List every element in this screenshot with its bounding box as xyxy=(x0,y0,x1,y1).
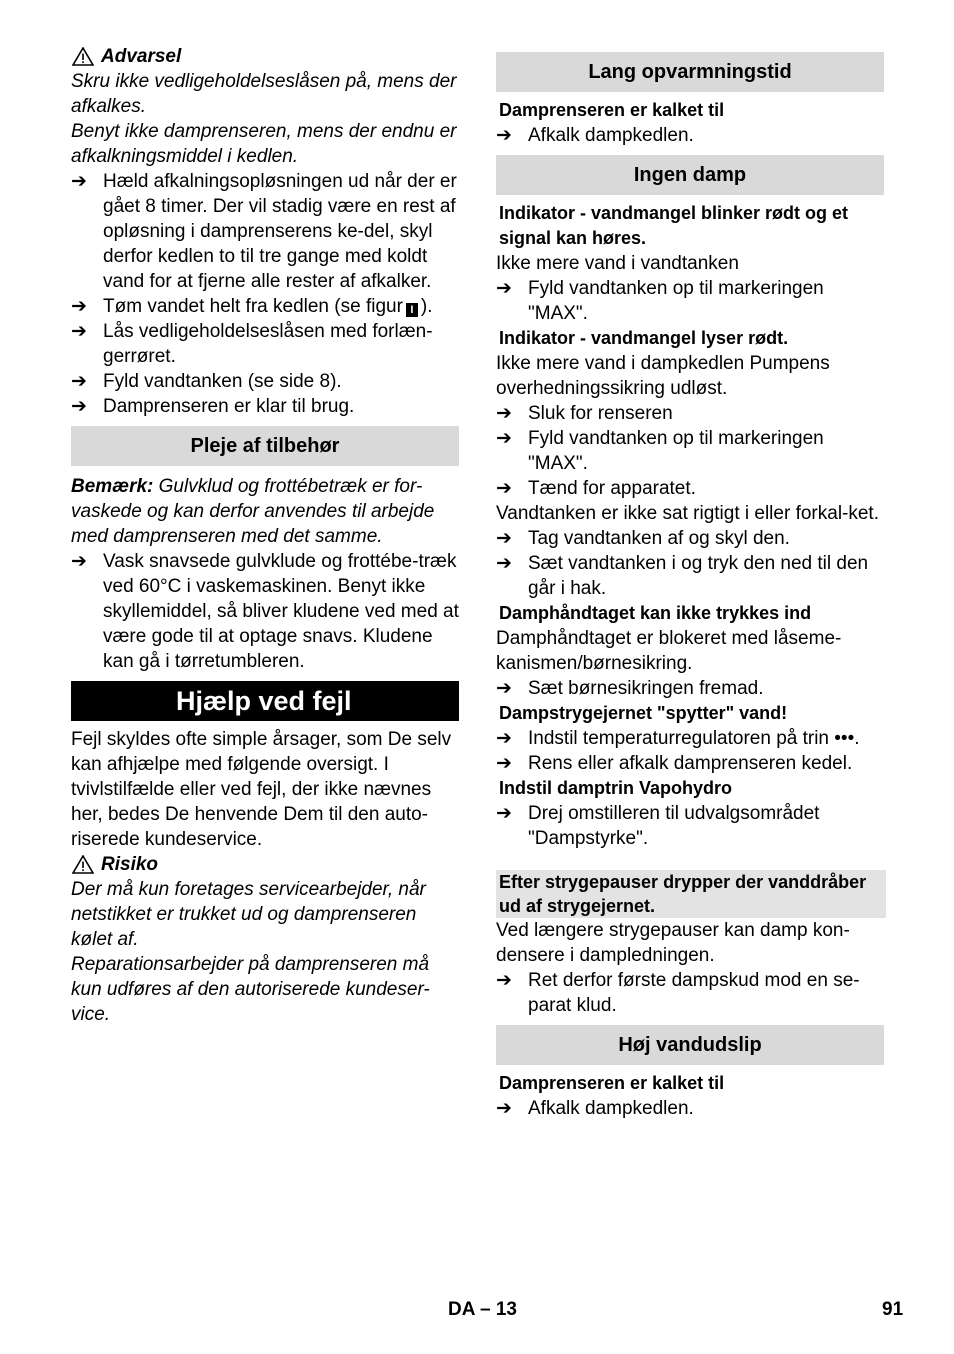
arrow-right-icon: ➔ xyxy=(496,753,512,774)
chapter-heading: Hjælp ved fejl xyxy=(71,681,459,721)
list-item: ➔ Tænd for apparatet. xyxy=(496,478,696,499)
arrow-right-icon: ➔ xyxy=(496,428,512,449)
arrow-right-icon: ➔ xyxy=(496,278,512,299)
section-heading: Høj vandudslip xyxy=(496,1025,884,1065)
list-item: ➔ Fyld vandtanken op til markeringen "MAX". xyxy=(496,428,824,474)
figure-reference-icon: I xyxy=(406,303,418,317)
body-text: Ved længere strygepauser kan damp kon-densere i dampledningen. xyxy=(496,920,850,966)
warning-triangle-icon xyxy=(72,855,94,874)
list-item: ➔ Afkalk dampkedlen. xyxy=(496,125,694,146)
arrow-right-icon: ➔ xyxy=(71,371,87,392)
arrow-right-icon: ➔ xyxy=(496,803,512,824)
arrow-right-icon: ➔ xyxy=(71,296,87,317)
list-item: ➔ Hæld afkalningsopløsningen ud når der er gået 8 timer. Der vil stadig være en rest af opløsning i damprenserens ke-del, skyl derfor kedlen to til tre gange med koldt vand for at fjerne alle rester af afkalker. xyxy=(71,171,457,292)
highlighted-subheading: Efter strygepauser drypper der vanddråber ud af strygejernet. xyxy=(496,870,886,918)
arrow-right-icon: ➔ xyxy=(71,396,87,417)
temperature-dots-icon: ••• xyxy=(834,728,855,749)
risk-text: Der må kun foretages servicearbejder, når netstikket er trukket ud og damprenseren kølet af. xyxy=(71,879,426,950)
subheading: Indikator - vandmangel blinker rødt og et signal kan høres. xyxy=(499,203,849,248)
risk-text: Reparationsarbejder på damprenseren må kun udføres af den autoriserede kundeser-vice. xyxy=(71,954,430,1025)
body-text: Vandtanken er ikke sat rigtigt i eller forkal-ket. xyxy=(496,503,879,524)
list-item: ➔ Sæt børnesikringen fremad. xyxy=(496,678,764,699)
list-item: ➔ Tag vandtanken af og skyl den. xyxy=(496,528,790,549)
list-item: ➔ Fyld vandtanken op til markeringen "MAX". xyxy=(496,278,824,324)
subheading: Damprenseren er kalket til xyxy=(499,1073,725,1093)
arrow-right-icon: ➔ xyxy=(496,478,512,499)
warning-triangle-icon xyxy=(72,47,94,66)
arrow-right-icon: ➔ xyxy=(496,728,512,749)
arrow-right-icon: ➔ xyxy=(496,528,512,549)
body-text: Ikke mere vand i vandtanken xyxy=(496,253,739,274)
list-item: ➔ Afkalk dampkedlen. xyxy=(496,1098,694,1119)
risk-title: Risiko xyxy=(101,854,159,875)
list-item: ➔ Fyld vandtanken (se side 8). xyxy=(71,371,342,392)
arrow-right-icon: ➔ xyxy=(496,1098,512,1119)
warning-text: Skru ikke vedligeholdelseslåsen på, mens der afkalkes. xyxy=(71,71,457,117)
section-heading: Pleje af tilbehør xyxy=(71,426,459,466)
list-item: ➔ Vask snavsede gulvklude og frottébe-træk ved 60°C i vaskemaskinen. Benyt ikke skyllemiddel, så bliver kludene ved med at være gode til at optage snavs. Kludene kan gå i tørretumbleren. xyxy=(71,551,459,672)
note-text: Bemærk: Gulvklud og frottébetræk er for-vaskede og kan derfor anvendes til arbejde med damprenseren med det samme. xyxy=(71,476,435,547)
section-heading: Ingen damp xyxy=(496,155,884,195)
warning-heading xyxy=(71,44,459,69)
section-heading: Lang opvarmningstid xyxy=(496,52,884,92)
list-item: ➔ Indstil temperaturregulatoren på trin •••. xyxy=(496,728,860,749)
arrow-right-icon: ➔ xyxy=(496,678,512,699)
body-text: Ikke mere vand i dampkedlen Pumpens overhedningssikring udløst. xyxy=(496,353,830,399)
subheading: Damphåndtaget kan ikke trykkes ind xyxy=(499,603,812,623)
subheading: Indikator - vandmangel lyser rødt. xyxy=(499,328,789,348)
list-item: ➔ Sluk for renseren xyxy=(496,403,673,424)
arrow-right-icon: ➔ xyxy=(71,321,87,342)
arrow-right-icon: ➔ xyxy=(71,551,87,572)
arrow-right-icon: ➔ xyxy=(496,970,512,991)
footer-section-label: DA – 13 xyxy=(448,1299,517,1320)
list-item: ➔ Ret derfor første dampskud mod en se-parat klud. xyxy=(496,970,860,1016)
list-item: ➔ Damprenseren er klar til brug. xyxy=(71,396,355,417)
risk-heading xyxy=(71,852,459,877)
page-number: 91 xyxy=(882,1299,904,1320)
subheading: Damprenseren er kalket til xyxy=(499,100,725,120)
arrow-right-icon: ➔ xyxy=(496,553,512,574)
list-item: ➔ Drej omstilleren til udvalgsområdet "Dampstyrke". xyxy=(496,803,820,849)
body-text: Damphåndtaget er blokeret med låseme-kanismen/børnesikring. xyxy=(496,628,842,674)
list-item: ➔ Rens eller afkalk damprenseren kedel. xyxy=(496,753,853,774)
arrow-right-icon: ➔ xyxy=(496,403,512,424)
subheading: Dampstrygejernet "spytter" vand! xyxy=(499,703,788,723)
intro-text: Fejl skyldes ofte simple årsager, som De selv kan afhjælpe med følgende oversigt. I tvivlstilfælde eller ved fejl, der ikke nævnes her, bedes De henvende Dem til den auto-riserede kundeservice. xyxy=(71,729,452,850)
arrow-right-icon: ➔ xyxy=(496,125,512,146)
right-column xyxy=(496,52,884,1121)
left-column xyxy=(71,44,459,1027)
list-item: ➔ Sæt vandtanken i og tryk den ned til den går i hak. xyxy=(496,553,869,599)
list-item: ➔ Lås vedligeholdelseslåsen med forlæn-gerrøret. xyxy=(71,321,433,367)
warning-title: Advarsel xyxy=(101,46,182,67)
arrow-right-icon: ➔ xyxy=(71,171,87,192)
warning-text: Benyt ikke damprenseren, mens der endnu er afkalkningsmiddel i kedlen. xyxy=(71,121,457,167)
subheading: Indstil damptrin Vapohydro xyxy=(499,778,733,798)
list-item: ➔ Tøm vandet helt fra kedlen (se figur I ). xyxy=(71,296,433,317)
